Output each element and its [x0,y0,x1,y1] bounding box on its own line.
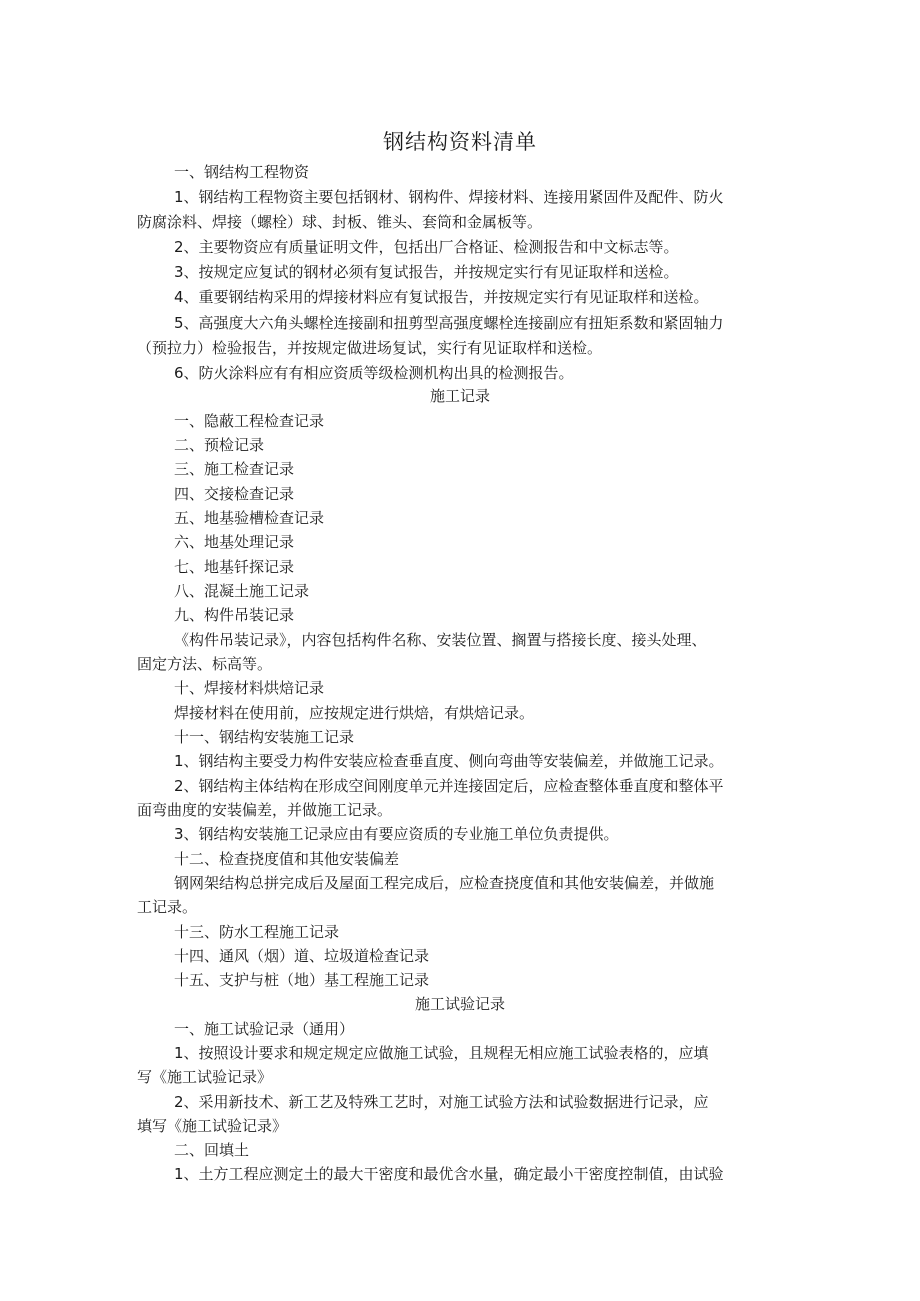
section-heading: 二、回填土 [174,1141,250,1159]
list-item: 五、地基验槽检查记录 [174,509,325,527]
paragraph-line: 工记录。 [137,898,198,916]
paragraph-line: 2、主要物资应有质量证明文件，包括出厂合格证、检测报告和中文标志等。 [174,238,679,256]
list-item: 二、预检记录 [174,436,265,454]
list-item: 一、隐蔽工程检查记录 [174,412,325,430]
paragraph-line: 2、采用新技术、新工艺及特殊工艺时，对施工试验方法和试验数据进行记录，应 [174,1093,709,1111]
list-item: 三、施工检查记录 [174,460,295,478]
paragraph-line: 3、按规定应复试的钢材必须有复试报告，并按规定实行有见证取样和送检。 [174,263,679,281]
paragraph-line: 4、重要钢结构采用的焊接材料应有复试报告，并按规定实行有见证取样和送检。 [174,288,709,306]
list-item: 四、交接检查记录 [174,485,295,503]
list-item: 十、焊接材料烘焙记录 [174,679,325,697]
document-title: 钢结构资料清单 [383,130,537,154]
paragraph-line: 填写《施工试验记录》 [137,1117,288,1135]
paragraph-line: 1、土方工程应测定土的最大干密度和最优含水量，确定最小干密度控制值，由试验 [174,1165,724,1183]
paragraph-line: 固定方法、标高等。 [137,655,273,673]
paragraph-line: 焊接材料在使用前，应按规定进行烘焙，有烘焙记录。 [174,704,535,722]
list-item: 八、混凝土施工记录 [174,582,310,600]
list-item: 九、构件吊装记录 [174,606,295,624]
paragraph-line: 《构件吊装记录》，内容包括构件名称、安装位置、搁置与搭接长度、接头处理、 [174,631,707,649]
paragraph-line: 面弯曲度的安装偏差，并做施工记录。 [137,801,393,819]
paragraph-line: （预拉力）检验报告，并按规定做进场复试，实行有见证取样和送检。 [137,339,603,357]
paragraph-line: 1、钢结构主要受力构件安装应检查垂直度、侧向弯曲等安装偏差，并做施工记录。 [174,752,724,770]
paragraph-line: 3、钢结构安装施工记录应由有要应资质的专业施工单位负责提供。 [174,825,619,843]
list-item: 十二、检查挠度值和其他安装偏差 [174,850,400,868]
paragraph-line: 6、防火涂料应有有相应资质等级检测机构出具的检测报告。 [174,364,574,382]
list-item: 十四、通风（烟）道、垃圾道检查记录 [174,947,430,965]
section-title: 施工试验记录 [414,995,505,1013]
section-heading: 一、钢结构工程物资 [174,163,310,181]
list-item: 七、地基钎探记录 [174,558,295,576]
paragraph-line: 5、高强度大六角头螺栓连接副和扭剪型高强度螺栓连接副应有扭矩系数和紧固轴力 [174,314,724,332]
list-item: 十五、支护与桩（地）基工程施工记录 [174,971,430,989]
section-title: 施工记录 [429,387,490,405]
list-item: 十一、钢结构安装施工记录 [174,728,355,746]
section-heading: 一、施工试验记录（通用） [174,1020,355,1038]
list-item: 十三、防水工程施工记录 [174,923,340,941]
paragraph-line: 写《施工试验记录》 [137,1068,273,1086]
paragraph-line: 防腐涂料、焊接（螺栓）球、封板、锥头、套筒和金属板等。 [137,213,543,231]
paragraph-line: 钢网架结构总拼完成后及屋面工程完成后，应检查挠度值和其他安装偏差，并做施 [174,874,715,892]
paragraph-line: 1、按照设计要求和规定规定应做施工试验，且规程无相应施工试验表格的，应填 [174,1044,709,1062]
paragraph-line: 1、钢结构工程物资主要包括钢材、钢构件、焊接材料、连接用紧固件及配件、防火 [174,188,724,206]
list-item: 六、地基处理记录 [174,533,295,551]
paragraph-line: 2、钢结构主体结构在形成空间刚度单元并连接固定后，应检查整体垂直度和整体平 [174,777,724,795]
